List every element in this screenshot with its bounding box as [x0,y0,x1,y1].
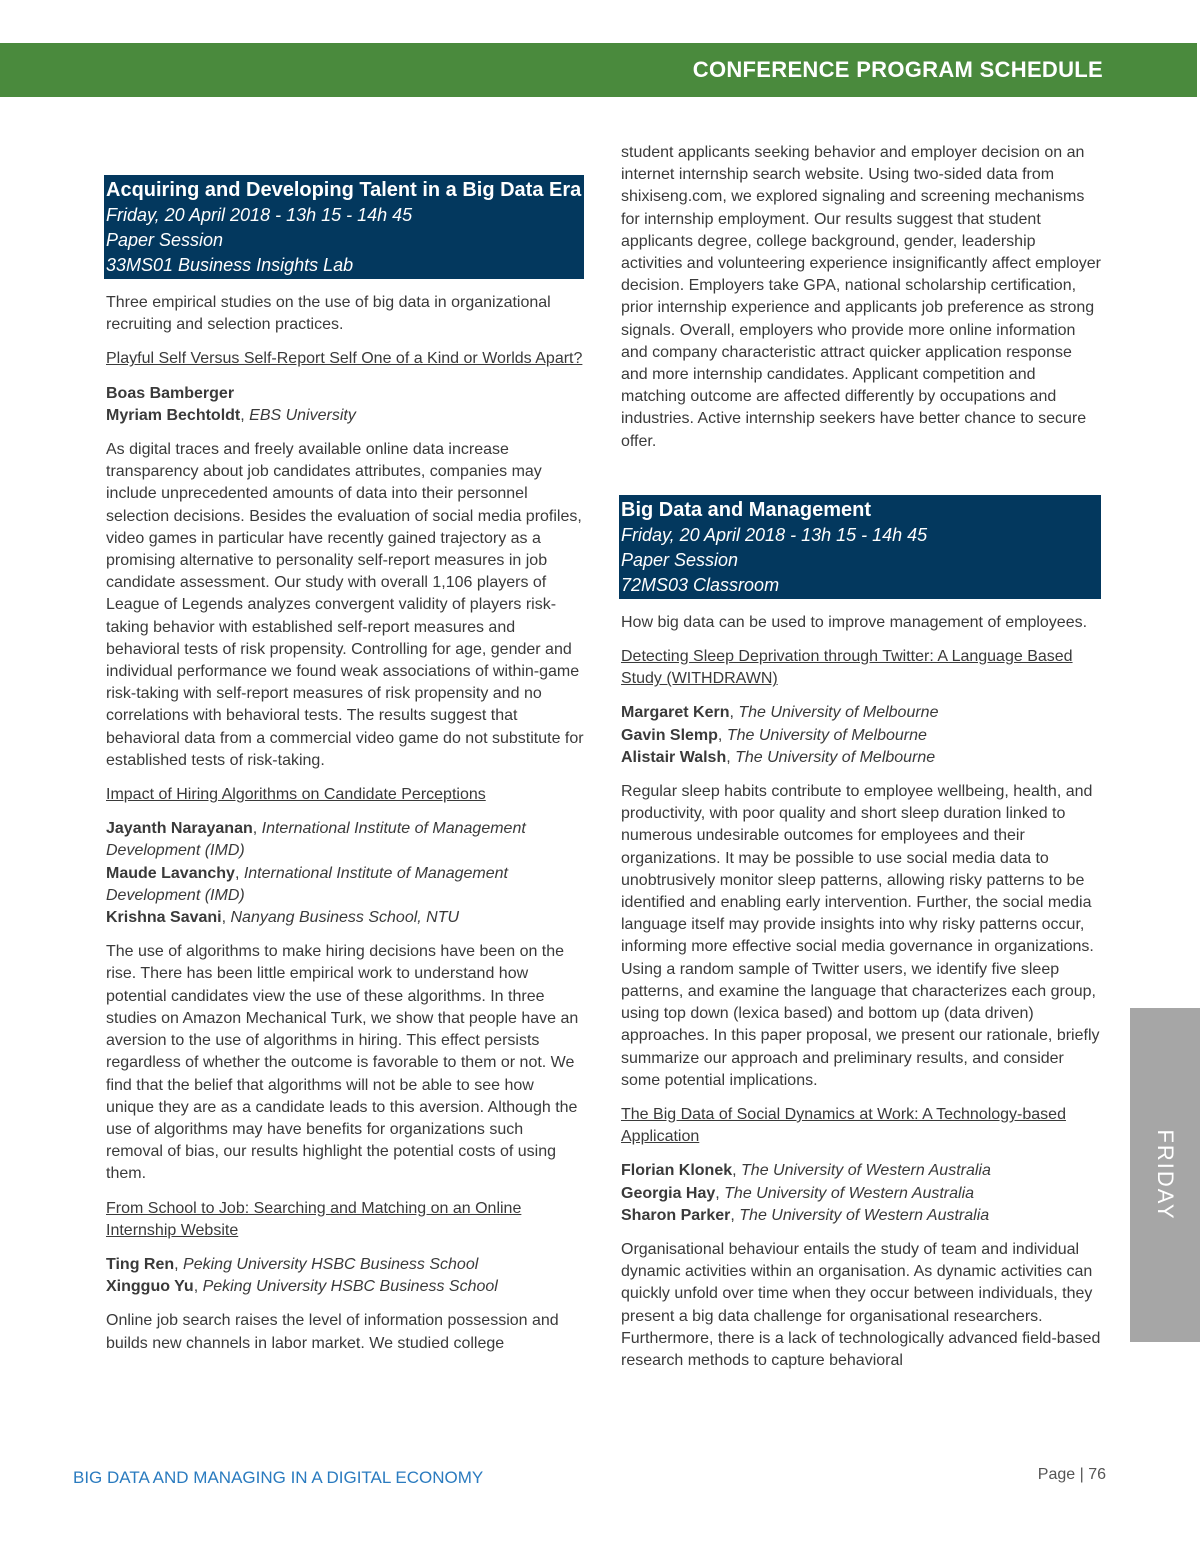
author-name: Georgia Hay [621,1184,716,1202]
left-column [106,175,584,1367]
author-entry: Ting Ren, Peking University HSBC Business School [106,1255,479,1273]
author-affiliation: Peking University HSBC Business School [183,1255,479,1273]
author-affiliation: Nanyang Business School, NTU [230,909,460,927]
session-room: 33MS01 Business Insights Lab [106,255,354,275]
author-name: Myriam Bechtoldt [106,406,241,424]
author-name: Ting Ren [106,1255,175,1273]
paper-abstract-continued: student applicants seeking behavior and employer decision on an internet internship search website. Using two-sided data from shixiseng.com, we explored signaling and screening mechanisms for internship employment. Our results suggest that student applicants degree, college background, gender, leadership activities and volunteering experience insignificantly affect employer decision. Employers take GPA, national scholarship certification, prior internship experience and applicants job preference as strong signals. Overall, employers who provide more online information and company characteristic attract quicker application response and more internship candidates. Applicant competition and matching outcome are affected differently by occupations and industries. Active internship seekers have better chance to secure offer. [621,144,1101,450]
author-affiliation: The University of Western Australia [739,1206,990,1224]
author-affiliation: The University of Western Australia [724,1184,975,1202]
author-entry: Myriam Bechtoldt, EBS University [106,406,356,424]
author-affiliation: EBS University [249,406,356,424]
author-affiliation: The University of Western Australia [741,1162,991,1180]
author-name: Sharon Parker [621,1206,731,1224]
footer-conference-name: BIG DATA AND MANAGING IN A DIGITAL ECONOMY [73,1468,484,1487]
session-title: Acquiring and Developing Talent in a Big Data Era [106,179,582,201]
author-entry [106,383,584,405]
author-entry: Georgia Hay, The University of Western Australia [621,1184,975,1202]
author-entry: Florian Klonek, The University of Western Australia [621,1162,991,1180]
page-header-title: CONFERENCE PROGRAM SCHEDULE [692,57,1103,82]
session-datetime: Friday, 20 April 2018 - 13h 15 - 14h 45 [106,205,413,225]
author-affiliation: International Institute of Management Development (IMD) [106,820,526,860]
author-entry: Gavin Slemp, The University of Melbourne [621,726,927,744]
session-room: 72MS03 Classroom [621,574,780,595]
day-side-tab [1130,1008,1200,1342]
footer-page-label: Page [1037,1466,1076,1483]
author-name: Krishna Savani [106,909,222,927]
paper-abstract: Organisational behaviour entails the study of team and individual dynamic activities within an organisation. As dynamic activities can quickly unfold over time when they occur between individuals, they present a big data challenge for organisational researchers. Furthermore, there is a lack of technologically advanced field-based research methods to capture behavioral [621,1240,1101,1369]
author-name: Xingguo Yu [106,1278,194,1296]
author-affiliation: The University of Melbourne [738,704,939,722]
paper-title-link[interactable]: From School to Job: Searching and Matching on an Online Internship Website [106,1199,522,1239]
author-entry: Sharon Parker, The University of Western Australia [621,1206,990,1224]
author-name: Maude Lavanchy [106,864,235,882]
footer-page-value: 76 [1088,1466,1106,1483]
session-header [619,495,1101,599]
author-name: Jayanth Narayanan [106,820,253,838]
paper-abstract: The use of algorithms to make hiring decisions have been on the rise. There has been little empirical work to understand how potential candidates view the use of these algorithms. In three studies on Amazon Mechanical Turk, we show that people have an aversion to the use of algorithms in hiring. This effect persists regardless of whether the outcome is favorable to them or not. We find that the belief that algorithms will not be able to see how unique they are as a candidate leads to this aversion. Although the use of algorithms may have benefits for organizations such removal of bias, our results highlight the potential costs of using them. [106,943,579,1183]
paper-abstract: Regular sleep habits contribute to employee wellbeing, health, and productivity, with poor quality and short sleep duration linked to numerous undesirable outcomes for employees and their organizations. It may be possible to use social media data to unobtrusively monitor sleep patterns, allowing risky patterns to be identified and enabling early intervention. Further, the social media language itself may provide insights into why risky patterns occur, informing more effective social media governance in organizations. Using a random sample of Twitter users, we identify five sleep patterns, and examine the language that characterizes each group, using top down (lexica based) and bottom up (data driven) approaches. In this paper proposal, we present our rationale, briefly summarize our approach and preliminary results, and consider some potential implications. [621,783,1100,1089]
footer-separator: | [1079,1466,1084,1483]
spacer [621,465,1101,495]
author-list [106,818,584,929]
paper-abstract: Online job search raises the level of information possession and builds new channels in labor market. We studied college [106,1312,559,1352]
author-affiliation: Peking University HSBC Business School [202,1278,498,1296]
paper-title-link[interactable]: Playful Self Versus Self-Report Self One of a Kind or Worlds Apart? [106,350,583,368]
session-datetime: Friday, 20 April 2018 - 13h 15 - 14h 45 [621,524,928,545]
session-description: Three empirical studies on the use of big data in organizational recruiting and selection practices. [106,294,551,334]
session-title: Big Data and Management [621,498,872,521]
author-entry: Margaret Kern, The University of Melbourne [621,704,939,722]
paper-title-link[interactable]: Detecting Sleep Deprivation through Twitter: A Language Based Study (WITHDRAWN) [621,648,1073,688]
session-type: Paper Session [621,549,739,570]
paper-title-link[interactable]: The Big Data of Social Dynamics at Work: A Technology-based Application [621,1105,1066,1146]
author-list [106,1254,584,1298]
session-description: How big data can be used to improve management of employees. [621,613,1088,631]
author-affiliation: International Institute of Management Development (IMD) [106,864,508,904]
session-header [104,175,584,279]
day-side-tab-label: FRIDAY [1153,1129,1178,1221]
author-name: Boas Bamberger [106,384,235,402]
author-name: Alistair Walsh [621,748,727,766]
author-name: Florian Klonek [621,1162,733,1180]
right-column [621,142,1101,1384]
author-list [621,702,1101,769]
paper-abstract: As digital traces and freely available online data increase transparency about job candidates attributes, companies may include unprecedented amounts of data into their personnel selection decisions. Besides the evaluation of social media profiles, video games in particular have recently gained trajectory as a promising alternative to personality self-report measures in job candidate assessment. Our study with overall 1,106 players of League of Legends analyzes convergent validity of players risk-taking behavior with established self-report measures and behavioral tests of risk propensity. Controlling for age, gender and individual performance we found weak associations of within-game risk-taking with self-report measures of risk propensity and no correlations with behavioral tests. The results suggest that behavioral data from a commercial video game do not substitute for established tests of risk-taking. [106,441,584,769]
author-affiliation: The University of Melbourne [735,748,936,766]
author-entry: Xingguo Yu, Peking University HSBC Business School [106,1278,498,1296]
footer-page-number [1038,1466,1106,1484]
header-bar [0,43,1197,97]
author-list [621,1160,1101,1227]
author-affiliation: The University of Melbourne [726,726,927,744]
author-entry: Maude Lavanchy, International Institute of Management Development (IMD) [106,864,508,904]
session-type: Paper Session [106,230,224,250]
author-entry: Krishna Savani, Nanyang Business School, NTU [106,909,460,927]
author-name: Margaret Kern [621,704,730,722]
author-name: Gavin Slemp [621,726,718,744]
author-entry: Jayanth Narayanan, International Institute of Management Development (IMD) [106,820,526,860]
author-list [106,383,584,427]
paper-title-link[interactable]: Impact of Hiring Algorithms on Candidate Perceptions [106,786,486,804]
author-entry: Alistair Walsh, The University of Melbourne [621,748,936,766]
